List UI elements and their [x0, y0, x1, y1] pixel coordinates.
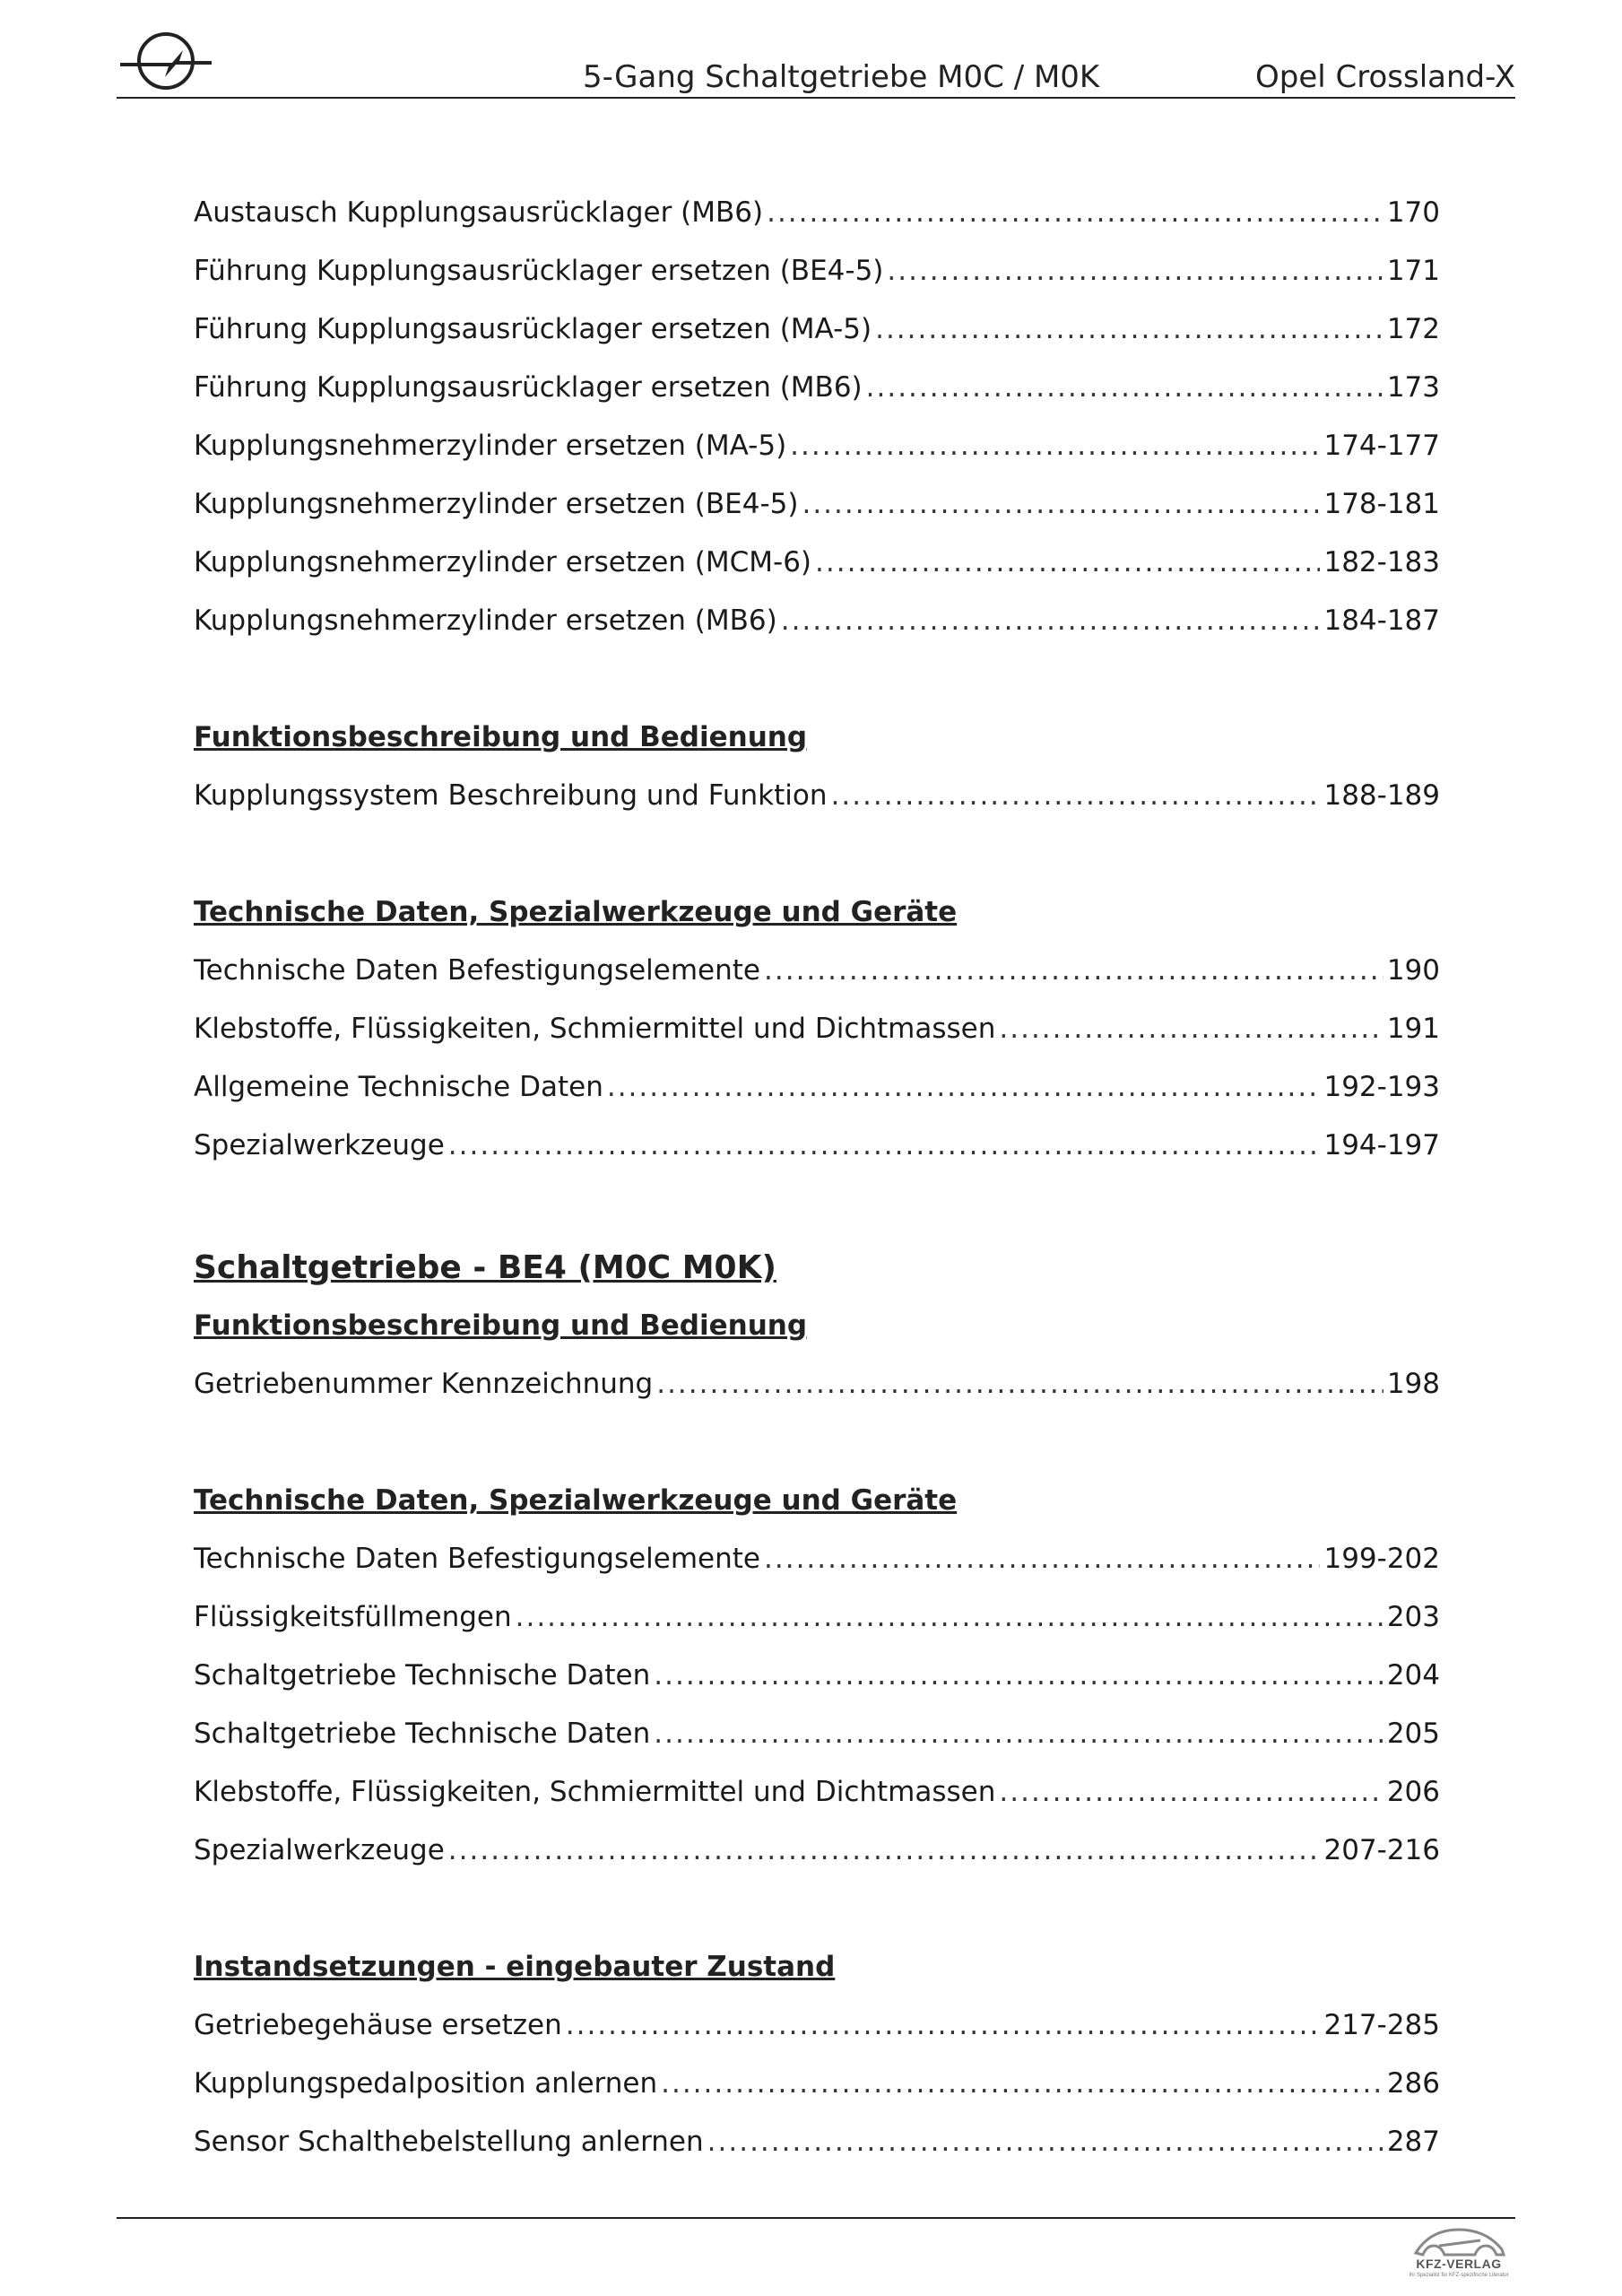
toc-entry-page: 191 [1386, 1013, 1440, 1045]
toc-entry-label: Getriebegehäuse ersetzen [194, 2009, 562, 2041]
toc-entry[interactable] [194, 242, 1440, 300]
toc-entry-page: 217-285 [1323, 2009, 1440, 2041]
publisher-name: KFZ-VERLAG [1416, 2257, 1502, 2271]
dot-leader [448, 1117, 1321, 1175]
toc-entry[interactable] [194, 184, 1440, 242]
section-heading: Funktionsbeschreibung und Bedienung [194, 721, 808, 753]
dot-leader [887, 242, 1383, 300]
toc-entry[interactable] [194, 1705, 1440, 1763]
dot-leader [875, 300, 1383, 359]
section-heading: Instandsetzungen - eingebauter Zustand [194, 1951, 836, 1983]
toc-entry-label: Technische Daten Befestigungselemente [194, 954, 761, 987]
toc-entry-label: Klebstoffe, Flüssigkeiten, Schmiermittel und Dichtmassen [194, 1013, 996, 1045]
toc-entry-page: 170 [1386, 196, 1440, 229]
vehicle-model: Opel Crossland-X [1255, 59, 1515, 95]
section-heading: Technische Daten, Spezialwerkzeuge und Geräte [194, 1484, 958, 1517]
footer-divider [117, 2217, 1515, 2219]
toc-entry-label: Flüssigkeitsfüllmengen [194, 1601, 512, 1633]
dot-leader [781, 592, 1321, 650]
opel-logo-icon [117, 27, 215, 95]
table-of-contents [194, 184, 1440, 2171]
section-heading: Technische Daten, Spezialwerkzeuge und Geräte [194, 896, 958, 928]
toc-entry-page: 182-183 [1323, 546, 1440, 578]
publisher-tagline: Ihr Spezialist für KFZ-spezifische Literatur [1409, 2273, 1509, 2278]
toc-entry[interactable] [194, 300, 1440, 359]
dot-leader [830, 767, 1320, 825]
dot-leader [707, 2113, 1383, 2171]
toc-entry-label: Schaltgetriebe Technische Daten [194, 1659, 651, 1692]
toc-entry[interactable] [194, 1000, 1440, 1058]
toc-entry-label: Führung Kupplungsausrücklager ersetzen (MB6) [194, 371, 863, 404]
dot-leader [764, 942, 1383, 1000]
toc-entry-label: Getriebenummer Kennzeichnung [194, 1368, 654, 1400]
dot-leader [607, 1058, 1321, 1117]
toc-entry[interactable] [194, 767, 1440, 825]
toc-entry-page: 205 [1386, 1718, 1440, 1750]
toc-entry-page: 171 [1386, 255, 1440, 287]
dot-leader [654, 1647, 1383, 1705]
chapter-heading: Schaltgetriebe - BE4 (M0C M0K) [194, 1249, 776, 1286]
section-heading: Funktionsbeschreibung und Bedienung [194, 1309, 808, 1342]
toc-entry-label: Kupplungsnehmerzylinder ersetzen (MA-5) [194, 430, 787, 462]
dot-leader [790, 417, 1320, 475]
toc-entry-page: 203 [1386, 1601, 1440, 1633]
toc-entry[interactable] [194, 417, 1440, 475]
toc-entry-page: 178-181 [1323, 488, 1440, 520]
toc-entry-label: Spezialwerkzeuge [194, 1834, 445, 1866]
toc-entry-label: Technische Daten Befestigungselemente [194, 1543, 761, 1575]
spacer [194, 1880, 1440, 1938]
toc-entry[interactable] [194, 1058, 1440, 1117]
toc-entry-label: Kupplungspedalposition anlernen [194, 2067, 658, 2100]
toc-entry[interactable] [194, 359, 1440, 417]
toc-entry-label: Schaltgetriebe Technische Daten [194, 1718, 651, 1750]
toc-entry[interactable] [194, 2113, 1440, 2171]
spacer [194, 650, 1440, 709]
toc-entry-page: 174-177 [1323, 430, 1440, 462]
toc-entry[interactable] [194, 475, 1440, 534]
toc-entry-page: 184-187 [1323, 604, 1440, 637]
toc-entry[interactable] [194, 1117, 1440, 1175]
toc-entry[interactable] [194, 1996, 1440, 2055]
dot-leader [815, 534, 1320, 592]
toc-entry-page: 173 [1386, 371, 1440, 404]
toc-entry-page: 188-189 [1323, 779, 1440, 812]
dot-leader [802, 475, 1320, 534]
toc-entry[interactable] [194, 592, 1440, 650]
toc-entry-page: 172 [1386, 313, 1440, 345]
dot-leader [656, 1355, 1383, 1413]
toc-entry-page: 194-197 [1323, 1129, 1440, 1161]
dot-leader [654, 1705, 1383, 1763]
toc-entry-label: Klebstoffe, Flüssigkeiten, Schmiermittel und Dichtmassen [194, 1776, 996, 1808]
toc-entry-label: Kupplungssystem Beschreibung und Funktion [194, 779, 828, 812]
toc-entry-label: Führung Kupplungsausrücklager ersetzen (MA-5) [194, 313, 872, 345]
dot-leader [999, 1763, 1383, 1822]
document-title: 5-Gang Schaltgetriebe M0C / M0K [583, 59, 1100, 95]
dot-leader [448, 1822, 1321, 1880]
toc-entry-page: 287 [1386, 2126, 1440, 2158]
toc-entry-label: Kupplungsnehmerzylinder ersetzen (BE4-5) [194, 488, 799, 520]
dot-leader [764, 1530, 1320, 1588]
dot-leader [866, 359, 1383, 417]
toc-entry-page: 190 [1386, 954, 1440, 987]
toc-entry-label: Kupplungsnehmerzylinder ersetzen (MB6) [194, 604, 777, 637]
dot-leader [767, 184, 1383, 242]
dot-leader [999, 1000, 1383, 1058]
toc-entry-label: Allgemeine Technische Daten [194, 1071, 603, 1103]
dot-leader [661, 2055, 1383, 2113]
toc-entry-page: 207-216 [1323, 1834, 1440, 1866]
toc-entry-label: Spezialwerkzeuge [194, 1129, 445, 1161]
toc-entry-label: Sensor Schalthebelstellung anlernen [194, 2126, 704, 2158]
page-header [117, 27, 1515, 99]
spacer [194, 825, 1440, 883]
toc-entry-label: Führung Kupplungsausrücklager ersetzen (BE4-5) [194, 255, 884, 287]
toc-entry[interactable] [194, 1588, 1440, 1647]
toc-entry-page: 198 [1386, 1368, 1440, 1400]
toc-entry[interactable] [194, 1355, 1440, 1413]
toc-entry-page: 199-202 [1323, 1543, 1440, 1575]
toc-entry[interactable] [194, 1530, 1440, 1588]
dot-leader [516, 1588, 1383, 1647]
dot-leader [566, 1996, 1321, 2055]
toc-entry-page: 286 [1386, 2067, 1440, 2100]
toc-entry-page: 192-193 [1323, 1071, 1440, 1103]
toc-entry-label: Kupplungsnehmerzylinder ersetzen (MCM-6) [194, 546, 812, 578]
toc-entry[interactable] [194, 942, 1440, 1000]
toc-entry-page: 206 [1386, 1776, 1440, 1808]
spacer [194, 1175, 1440, 1233]
toc-entry[interactable] [194, 1647, 1440, 1705]
toc-entry[interactable] [194, 1822, 1440, 1880]
toc-entry-page: 204 [1386, 1659, 1440, 1692]
toc-entry-label: Austausch Kupplungsausrücklager (MB6) [194, 196, 764, 229]
spacer [194, 1413, 1440, 1472]
toc-entry[interactable] [194, 2055, 1440, 2113]
toc-entry[interactable] [194, 1763, 1440, 1822]
toc-entry[interactable] [194, 534, 1440, 592]
